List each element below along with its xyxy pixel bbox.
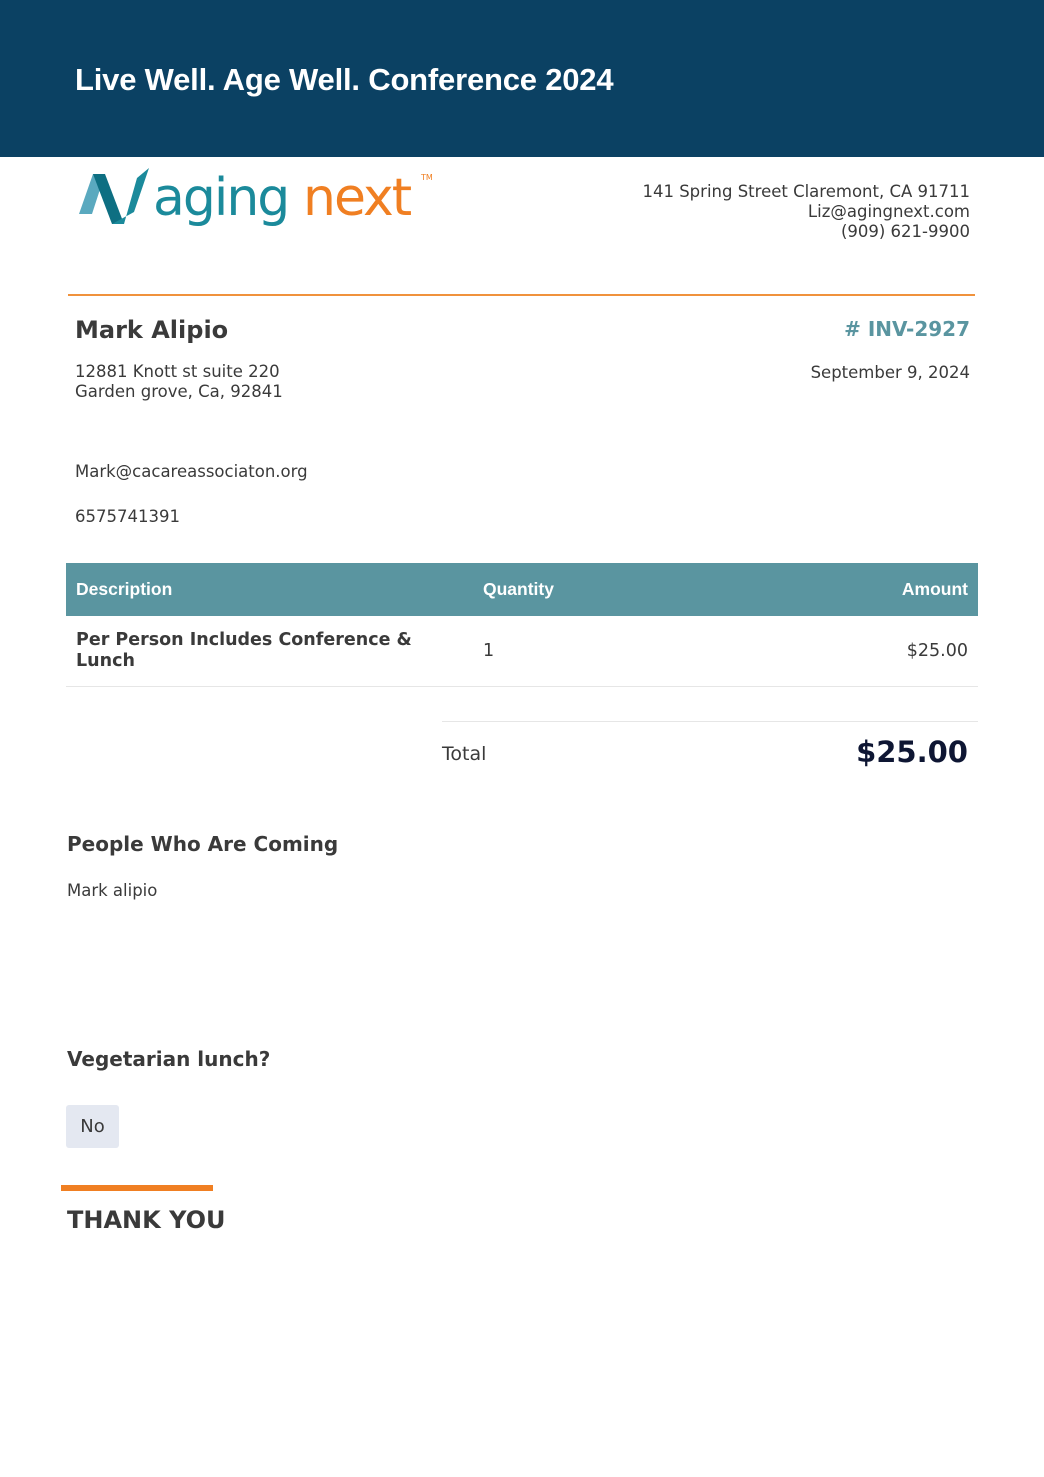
table-row — [66, 616, 978, 687]
item-amount: $25.00 — [732, 616, 978, 687]
event-title: Live Well. Age Well. Conference 2024 — [75, 62, 614, 97]
agingnext-logo-graphic — [79, 166, 439, 232]
column-header-amount: Amount — [732, 563, 978, 616]
thank-you-accent-bar — [61, 1185, 213, 1191]
invoice-number: # INV-2927 — [844, 317, 970, 341]
customer-name: Mark Alipio — [75, 316, 229, 344]
company-contact — [642, 182, 970, 242]
customer-email: Mark@cacareassociaton.org — [75, 462, 308, 481]
thank-you-text: THANK YOU — [67, 1206, 226, 1234]
customer-address-line2: Garden grove, Ca, 92841 — [75, 382, 283, 401]
company-phone: (909) 621-9900 — [840, 222, 970, 241]
column-header-quantity: Quantity — [473, 563, 732, 616]
total-divider — [442, 721, 978, 722]
header-divider — [68, 294, 975, 296]
attendees-heading: People Who Are Coming — [67, 832, 339, 856]
customer-phone: 6575741391 — [75, 507, 180, 526]
customer-address-line1: 12881 Knott st suite 220 — [75, 362, 280, 381]
vegetarian-answer: No — [80, 1116, 105, 1137]
line-items-table — [66, 563, 978, 687]
logo-trademark: TM — [421, 173, 433, 182]
company-email: Liz@agingnext.com — [807, 202, 970, 221]
company-street-address: 141 Spring Street Claremont, CA 91711 — [642, 182, 970, 201]
logo-wordmark-next: next — [303, 168, 411, 228]
total-label: Total — [442, 743, 487, 765]
vegetarian-heading: Vegetarian lunch? — [67, 1047, 271, 1071]
customer-address — [75, 362, 283, 402]
invoice-date: September 9, 2024 — [810, 363, 970, 382]
logo-mark-diagonal-stroke — [93, 174, 124, 224]
logo-wordmark-aging: aging — [153, 168, 289, 228]
header-banner — [0, 0, 1044, 157]
attendee-name: Mark alipio — [67, 881, 158, 900]
item-quantity: 1 — [473, 616, 732, 687]
item-description: Per Person Includes Conference & Lunch — [66, 616, 473, 687]
total-amount: $25.00 — [856, 735, 968, 769]
vegetarian-answer-chip — [66, 1105, 119, 1148]
table-header-row — [66, 563, 978, 616]
column-header-description: Description — [66, 563, 473, 616]
agingnext-logo — [79, 166, 439, 232]
